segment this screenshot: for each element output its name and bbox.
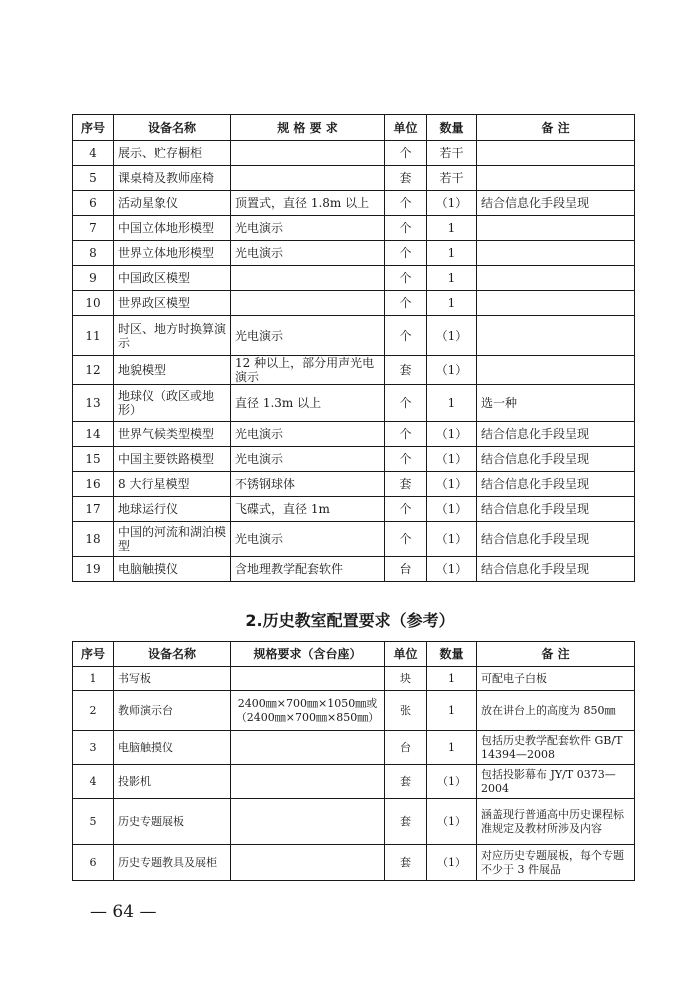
cell-name: 世界气候类型模型 [114, 422, 231, 447]
table-row [73, 166, 635, 191]
cell-spec: 含地理教学配套软件 [231, 557, 385, 582]
cell-spec: 2400㎜×700㎜×1050㎜或（2400㎜×700㎜×850㎜） [231, 691, 385, 731]
cell-qty: （1） [427, 557, 477, 582]
cell-spec: 光电演示 [231, 241, 385, 266]
cell-qty: （1） [427, 497, 477, 522]
header-qty: 数量 [427, 642, 477, 667]
cell-qty: （1） [427, 447, 477, 472]
table-row [73, 447, 635, 472]
cell-qty: （1） [427, 422, 477, 447]
cell-index: 19 [73, 557, 114, 582]
cell-note [477, 141, 635, 166]
table-row [73, 472, 635, 497]
table-row [73, 191, 635, 216]
cell-index: 14 [73, 422, 114, 447]
cell-index: 11 [73, 316, 114, 356]
cell-qty: 1 [427, 241, 477, 266]
cell-name: 中国政区模型 [114, 266, 231, 291]
cell-qty: （1） [427, 356, 477, 385]
table-row [73, 241, 635, 266]
cell-qty: 1 [427, 667, 477, 691]
cell-spec: 光电演示 [231, 216, 385, 241]
cell-unit: 张 [385, 691, 427, 731]
cell-unit: 台 [385, 557, 427, 582]
cell-index: 18 [73, 522, 114, 557]
cell-qty: 1 [427, 691, 477, 731]
cell-name: 时区、地方时换算演示 [114, 316, 231, 356]
header-name: 设备名称 [114, 115, 231, 141]
cell-unit: 套 [385, 166, 427, 191]
cell-spec [231, 166, 385, 191]
cell-name: 投影机 [114, 765, 231, 799]
cell-spec [231, 141, 385, 166]
cell-note: 包括历史教学配套软件 GB/T 14394—2008 [477, 731, 635, 765]
table-row [73, 356, 635, 385]
cell-name: 世界政区模型 [114, 291, 231, 316]
table-row [73, 141, 635, 166]
header-spec: 规 格 要 求 [231, 115, 385, 141]
cell-unit: 套 [385, 765, 427, 799]
cell-name: 书写板 [114, 667, 231, 691]
cell-spec: 光电演示 [231, 422, 385, 447]
cell-qty: 若干 [427, 141, 477, 166]
cell-index: 15 [73, 447, 114, 472]
cell-note: 选一种 [477, 385, 635, 422]
cell-qty: 1 [427, 216, 477, 241]
cell-index: 6 [73, 191, 114, 216]
cell-qty: （1） [427, 765, 477, 799]
cell-unit: 个 [385, 447, 427, 472]
equipment-table-geography [72, 114, 635, 582]
table-header-row [73, 115, 635, 141]
cell-unit: 个 [385, 316, 427, 356]
cell-spec: 直径 1.3m 以上 [231, 385, 385, 422]
cell-note: 结合信息化手段呈现 [477, 522, 635, 557]
table-row [73, 522, 635, 557]
cell-index: 4 [73, 141, 114, 166]
cell-spec [231, 667, 385, 691]
cell-index: 5 [73, 166, 114, 191]
cell-note [477, 356, 635, 385]
cell-name: 中国的河流和湖泊模型 [114, 522, 231, 557]
header-note: 备 注 [477, 642, 635, 667]
cell-spec [231, 291, 385, 316]
cell-note [477, 316, 635, 356]
cell-index: 13 [73, 385, 114, 422]
cell-index: 12 [73, 356, 114, 385]
cell-unit: 套 [385, 799, 427, 845]
header-name: 设备名称 [114, 642, 231, 667]
table-header-row [73, 642, 635, 667]
cell-qty: 1 [427, 731, 477, 765]
header-unit: 单位 [385, 115, 427, 141]
cell-name: 中国立体地形模型 [114, 216, 231, 241]
equipment-table-history [72, 641, 635, 881]
cell-note: 结合信息化手段呈现 [477, 191, 635, 216]
cell-index: 4 [73, 765, 114, 799]
cell-name: 电脑触摸仪 [114, 731, 231, 765]
cell-spec: 顶置式，直径 1.8m 以上 [231, 191, 385, 216]
cell-qty: （1） [427, 472, 477, 497]
cell-qty: 1 [427, 385, 477, 422]
cell-unit: 个 [385, 241, 427, 266]
cell-spec [231, 731, 385, 765]
cell-qty: 若干 [427, 166, 477, 191]
cell-index: 3 [73, 731, 114, 765]
table-row [73, 557, 635, 582]
cell-index: 6 [73, 845, 114, 881]
table-row [73, 765, 635, 799]
cell-unit: 块 [385, 667, 427, 691]
page-number: — 64 — [90, 902, 157, 922]
table-row [73, 266, 635, 291]
cell-unit: 套 [385, 356, 427, 385]
cell-name: 8 大行星模型 [114, 472, 231, 497]
cell-name: 课桌椅及教师座椅 [114, 166, 231, 191]
cell-note: 结合信息化手段呈现 [477, 497, 635, 522]
cell-unit: 个 [385, 141, 427, 166]
cell-note: 包括投影幕布 JY/T 0373—2004 [477, 765, 635, 799]
cell-unit: 个 [385, 385, 427, 422]
cell-unit: 个 [385, 522, 427, 557]
cell-spec [231, 266, 385, 291]
table-row [73, 316, 635, 356]
cell-qty: （1） [427, 845, 477, 881]
table-row [73, 799, 635, 845]
cell-unit: 个 [385, 497, 427, 522]
cell-name: 历史专题展板 [114, 799, 231, 845]
cell-index: 1 [73, 667, 114, 691]
cell-name: 地球仪（政区或地形） [114, 385, 231, 422]
cell-spec: 12 种以上，部分用声光电演示 [231, 356, 385, 385]
cell-index: 8 [73, 241, 114, 266]
cell-unit: 套 [385, 472, 427, 497]
header-spec: 规格要求（含台座） [231, 642, 385, 667]
header-qty: 数量 [427, 115, 477, 141]
cell-note: 对应历史专题展板，每个专题不少于 3 件展品 [477, 845, 635, 881]
cell-note: 可配电子白板 [477, 667, 635, 691]
cell-note [477, 216, 635, 241]
cell-note: 结合信息化手段呈现 [477, 422, 635, 447]
cell-note [477, 291, 635, 316]
table-row [73, 422, 635, 447]
table-row [73, 731, 635, 765]
table-row [73, 845, 635, 881]
table-row [73, 667, 635, 691]
cell-name: 历史专题教具及展柜 [114, 845, 231, 881]
cell-spec: 不锈钢球体 [231, 472, 385, 497]
header-note: 备 注 [477, 115, 635, 141]
cell-note [477, 266, 635, 291]
table-row [73, 291, 635, 316]
cell-name: 电脑触摸仪 [114, 557, 231, 582]
cell-name: 教师演示台 [114, 691, 231, 731]
table-row [73, 691, 635, 731]
cell-spec: 飞碟式，直径 1m [231, 497, 385, 522]
cell-name: 世界立体地形模型 [114, 241, 231, 266]
header-index: 序号 [73, 115, 114, 141]
cell-qty: （1） [427, 316, 477, 356]
cell-index: 17 [73, 497, 114, 522]
cell-spec: 光电演示 [231, 522, 385, 557]
table-row [73, 385, 635, 422]
cell-name: 活动星象仪 [114, 191, 231, 216]
cell-note: 放在讲台上的高度为 850㎜ [477, 691, 635, 731]
cell-spec [231, 765, 385, 799]
cell-index: 10 [73, 291, 114, 316]
cell-note: 结合信息化手段呈现 [477, 447, 635, 472]
header-unit: 单位 [385, 642, 427, 667]
cell-unit: 套 [385, 845, 427, 881]
cell-name: 中国主要铁路模型 [114, 447, 231, 472]
cell-qty: 1 [427, 266, 477, 291]
cell-note [477, 241, 635, 266]
cell-spec: 光电演示 [231, 316, 385, 356]
cell-name: 地球运行仪 [114, 497, 231, 522]
cell-spec [231, 799, 385, 845]
cell-unit: 个 [385, 422, 427, 447]
cell-index: 9 [73, 266, 114, 291]
table-row [73, 497, 635, 522]
cell-index: 5 [73, 799, 114, 845]
cell-unit: 台 [385, 731, 427, 765]
cell-qty: 1 [427, 291, 477, 316]
cell-qty: （1） [427, 522, 477, 557]
table-row [73, 216, 635, 241]
cell-unit: 个 [385, 291, 427, 316]
header-index: 序号 [73, 642, 114, 667]
cell-name: 展示、贮存橱柜 [114, 141, 231, 166]
section-title: 2.历史教室配置要求（参考） [245, 611, 455, 630]
cell-index: 7 [73, 216, 114, 241]
cell-qty: （1） [427, 191, 477, 216]
cell-unit: 个 [385, 191, 427, 216]
cell-unit: 个 [385, 216, 427, 241]
cell-spec [231, 845, 385, 881]
cell-note: 结合信息化手段呈现 [477, 472, 635, 497]
cell-unit: 个 [385, 266, 427, 291]
cell-name: 地貌模型 [114, 356, 231, 385]
cell-note: 结合信息化手段呈现 [477, 557, 635, 582]
cell-index: 2 [73, 691, 114, 731]
cell-index: 16 [73, 472, 114, 497]
cell-qty: （1） [427, 799, 477, 845]
cell-spec: 光电演示 [231, 447, 385, 472]
cell-note: 涵盖现行普通高中历史课程标准规定及教材所涉及内容 [477, 799, 635, 845]
cell-note [477, 166, 635, 191]
